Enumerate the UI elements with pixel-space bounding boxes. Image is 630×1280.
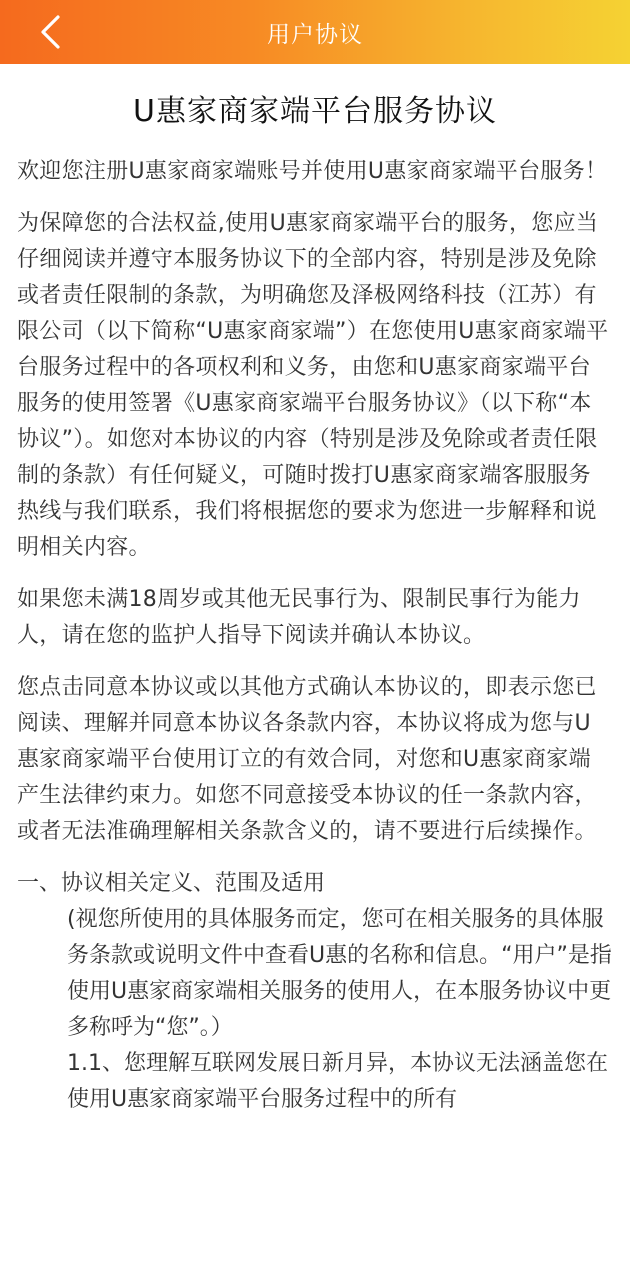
clause-1-1: 1.1、您理解互联网发展日新月异，本协议无法涵盖您在使用U惠家商家端平台服务过程中的所有: [67, 1051, 608, 1112]
paragraph-consent: 您点击同意本协议或以其他方式确认本协议的，即表示您已阅读、理解并同意本协议各条款内容，本协议将成为您与U惠家商家端平台使用订立的有效合同，对您和U惠家商家端产生法律约束力。如您不同意接受本协议的任一条款内容，或者无法准确理解相关条款含义的，请不要进行后续操作。: [17, 675, 597, 844]
section-heading-1: 一、协议相关定义、范围及适用: [17, 871, 326, 896]
section-1-note: (视您所使用的具体服务而定，您可在相关服务的具体服务条款或说明文件中查看U惠的名称和信息。“用户”是指使用U惠家商家端相关服务的使用人，在本服务协议中更多称呼为“您”。）: [67, 907, 612, 1040]
header-bar: [0, 0, 630, 64]
chevron-left-icon: [39, 14, 61, 50]
document-title: U惠家商家端平台服务协议: [133, 94, 497, 129]
paragraph-minors: 如果您未满18周岁或其他无民事行为、限制民事行为能力人，请在您的监护人指导下阅读并确认本协议。: [17, 587, 581, 648]
paragraph-rights: 为保障您的合法权益,使用U惠家商家端平台的服务，您应当仔细阅读并遵守本服务协议下的全部内容，特别是涉及免除或者责任限制的条款，为明确您及泽极网络科技（江苏）有限公司（以下简称“U惠家商家端”）在您使用U惠家商家端平台服务过程中的各项权利和义务，由您和U惠家商家端平台服务的使用签署《U惠家商家端平台服务协议》（以下称“本协议”）。如您对本协议的内容（特别是涉及免除或者责任限制的条款）有任何疑义，可随时拨打U惠家商家端客服服务热线与我们联系，我们将根据您的要求为您进一步解释和说明相关内容。: [17, 211, 609, 560]
agreement-content[interactable]: [0, 64, 630, 1280]
page-title: 用户协议: [267, 21, 363, 48]
back-button[interactable]: [28, 10, 72, 54]
paragraph-welcome: 欢迎您注册U惠家商家端账号并使用U惠家商家端平台服务！: [17, 159, 608, 184]
